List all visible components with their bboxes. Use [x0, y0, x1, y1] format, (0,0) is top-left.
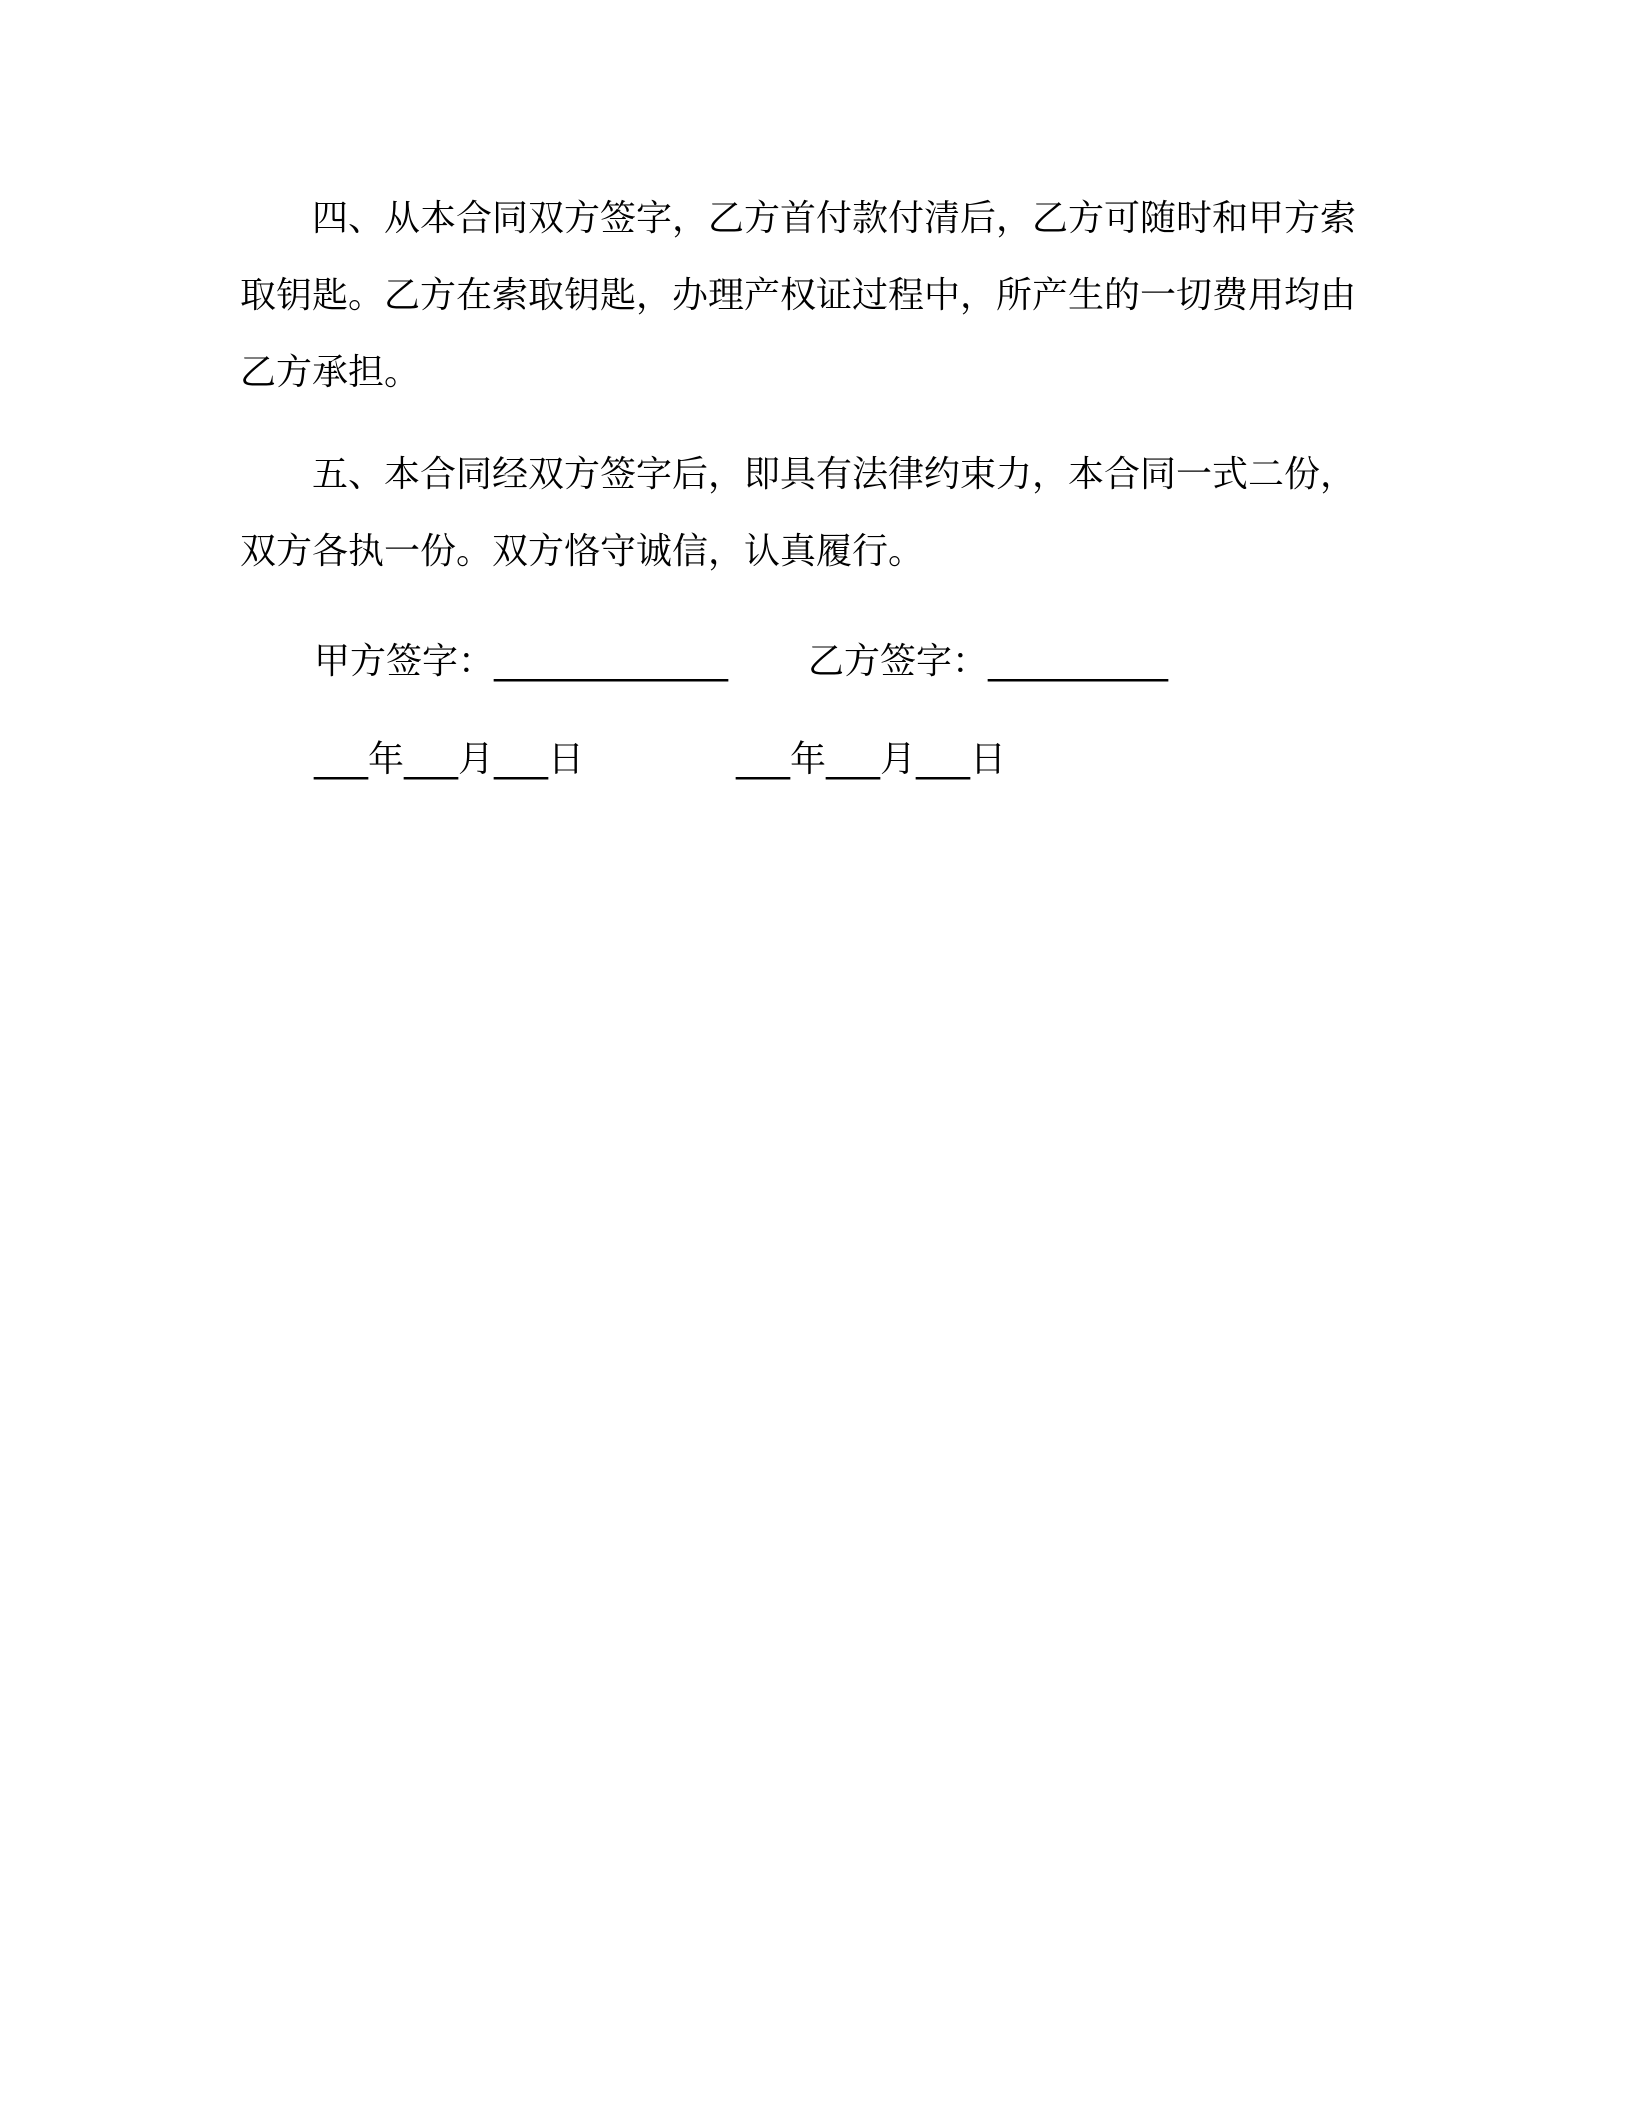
party-b-date-line: ___年___月___日: [736, 739, 1007, 780]
party-b-signature-line: 乙方签字：__________: [808, 641, 1169, 682]
clause-five-paragraph: 五、本合同经双方签字后，即具有法律约束力，本合同一式二份，双方各执一份。双方恪守诚信，认真履行。: [240, 454, 1357, 572]
clause-four-paragraph: 四、从本合同双方签字，乙方首付款付清后，乙方可随时和甲方索取钥匙。乙方在索取钥匙，办理产权证过程中，所产生的一切费用均由乙方承担。: [240, 198, 1357, 393]
party-a-date-line: ___年___月___日: [314, 739, 585, 780]
party-a-signature-line: 甲方签字：_____________: [314, 641, 729, 682]
